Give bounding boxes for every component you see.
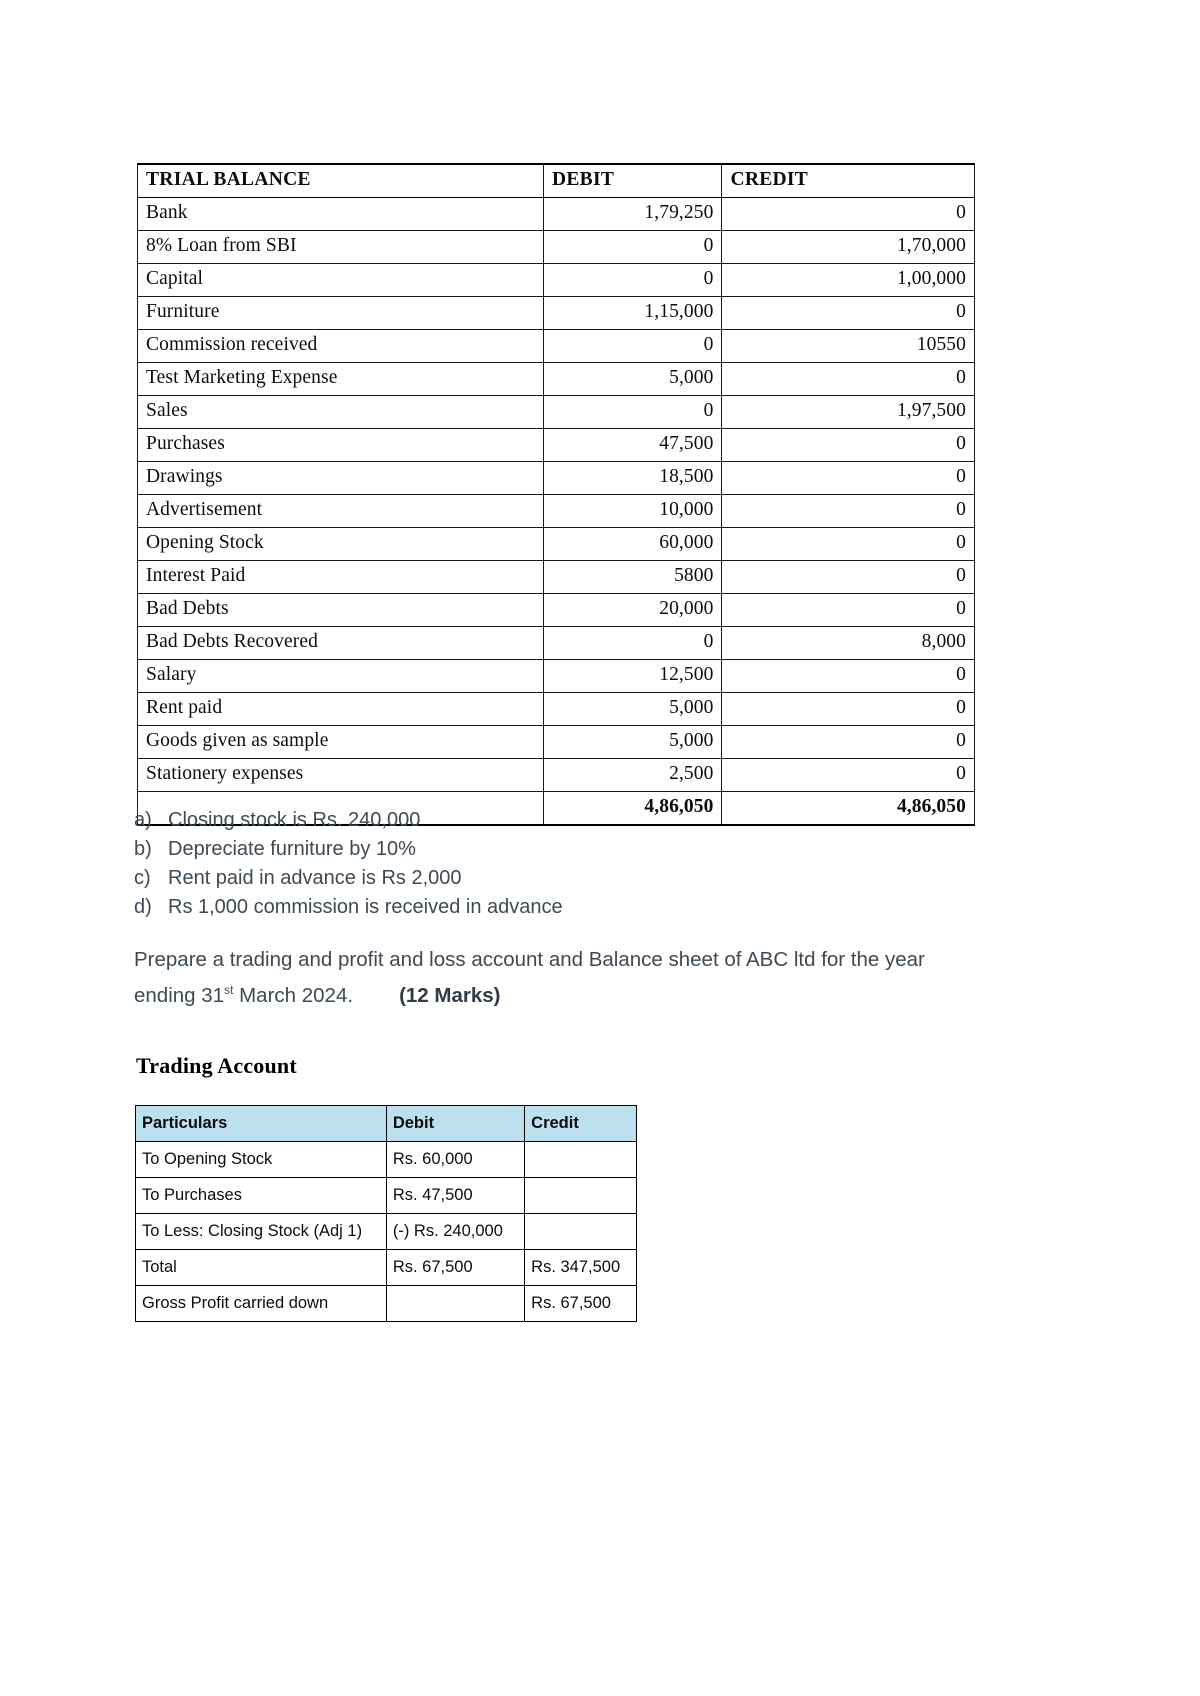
cell-debit: 5800 — [543, 561, 722, 594]
cell-particulars: To Less: Closing Stock (Adj 1) — [136, 1214, 387, 1250]
cell-particulars: Test Marketing Expense — [138, 363, 544, 396]
cell-particulars: Rent paid — [138, 693, 544, 726]
cell-particulars: Salary — [138, 660, 544, 693]
cell-particulars: Advertisement — [138, 495, 544, 528]
cell-debit: Rs. 60,000 — [386, 1142, 524, 1178]
table-row — [138, 594, 975, 627]
table-row — [138, 693, 975, 726]
table-row — [138, 759, 975, 792]
cell-debit: 12,500 — [543, 660, 722, 693]
list-item — [134, 806, 954, 835]
table-row — [138, 363, 975, 396]
cell-credit: 1,00,000 — [722, 264, 975, 297]
cell-credit: 0 — [722, 594, 975, 627]
cell-debit: Rs. 47,500 — [386, 1178, 524, 1214]
cell-particulars: Commission received — [138, 330, 544, 363]
question-line-2-suffix: March 2024. — [233, 983, 354, 1007]
cell-particulars: Bad Debts Recovered — [138, 627, 544, 660]
cell-debit — [386, 1286, 524, 1322]
list-item-marker: b) — [134, 838, 152, 860]
cell-credit: 0 — [722, 528, 975, 561]
cell-particulars: Capital — [138, 264, 544, 297]
cell-credit: 10550 — [722, 330, 975, 363]
cell-particulars: Stationery expenses — [138, 759, 544, 792]
cell-particulars: Bank — [138, 198, 544, 231]
cell-credit: 0 — [722, 561, 975, 594]
cell-debit: 5,000 — [543, 363, 722, 396]
cell-credit: 0 — [722, 693, 975, 726]
table-row — [138, 660, 975, 693]
cell-credit: 0 — [722, 198, 975, 231]
adjustments-list — [134, 806, 954, 922]
table-row — [138, 726, 975, 759]
table-row — [138, 396, 975, 429]
trading-account-header — [136, 1106, 637, 1142]
trading-account-table — [135, 1105, 637, 1322]
cell-debit: 18,500 — [543, 462, 722, 495]
cell-credit: 0 — [722, 759, 975, 792]
table-row — [136, 1250, 637, 1286]
cell-particulars: Opening Stock — [138, 528, 544, 561]
cell-credit: 0 — [722, 462, 975, 495]
list-item-marker: d) — [134, 896, 152, 918]
table-row — [136, 1286, 637, 1322]
cell-debit: (-) Rs. 240,000 — [386, 1214, 524, 1250]
table-row — [138, 264, 975, 297]
list-item-label: Depreciate furniture by 10% — [168, 838, 416, 860]
cell-debit: 0 — [543, 330, 722, 363]
ordinal-suffix: st — [224, 983, 234, 997]
table-row — [138, 198, 975, 231]
header-particulars: Particulars — [136, 1106, 387, 1142]
cell-particulars: Interest Paid — [138, 561, 544, 594]
table-row — [138, 330, 975, 363]
cell-credit: 0 — [722, 660, 975, 693]
cell-credit: 0 — [722, 363, 975, 396]
cell-credit — [525, 1214, 637, 1250]
header-debit: Debit — [386, 1106, 524, 1142]
cell-particulars: Goods given as sample — [138, 726, 544, 759]
table-row — [138, 231, 975, 264]
table-header-row — [136, 1106, 637, 1142]
cell-total-credit: 4,86,050 — [722, 792, 975, 826]
table-row — [138, 429, 975, 462]
trial-balance-header — [138, 164, 975, 198]
cell-debit: 0 — [543, 396, 722, 429]
table-row — [136, 1142, 637, 1178]
cell-credit — [525, 1178, 637, 1214]
cell-debit: 0 — [543, 627, 722, 660]
list-item-marker: a) — [134, 809, 152, 831]
table-header-row — [138, 164, 975, 198]
cell-total-debit: 4,86,050 — [543, 792, 722, 826]
cell-particulars: Furniture — [138, 297, 544, 330]
cell-particulars: To Opening Stock — [136, 1142, 387, 1178]
table-row — [138, 528, 975, 561]
question-paragraph — [134, 944, 984, 1011]
list-item — [134, 864, 954, 893]
header-credit: Credit — [525, 1106, 637, 1142]
cell-particulars: Bad Debts — [138, 594, 544, 627]
question-line-2-prefix: ending 31 — [134, 983, 225, 1007]
list-item — [134, 835, 954, 864]
question-line-1: Prepare a trading and profit and loss account and Balance sheet of ABC ltd for the year — [134, 948, 925, 971]
cell-debit: 10,000 — [543, 495, 722, 528]
cell-debit: 1,79,250 — [543, 198, 722, 231]
cell-particulars: Sales — [138, 396, 544, 429]
table-row — [136, 1214, 637, 1250]
list-item-label: Closing stock is Rs. 240,000 — [168, 809, 421, 831]
cell-credit: 0 — [722, 495, 975, 528]
cell-credit — [525, 1142, 637, 1178]
trial-balance-body — [138, 198, 975, 826]
cell-particulars: 8% Loan from SBI — [138, 231, 544, 264]
table-row — [138, 462, 975, 495]
cell-credit: Rs. 67,500 — [525, 1286, 637, 1322]
cell-credit: 0 — [722, 726, 975, 759]
cell-credit: 8,000 — [722, 627, 975, 660]
table-row — [138, 297, 975, 330]
header-credit: CREDIT — [722, 164, 975, 198]
list-item-label: Rent paid in advance is Rs 2,000 — [168, 867, 462, 889]
cell-debit: 2,500 — [543, 759, 722, 792]
list-item — [134, 893, 954, 922]
marks-label: (12 Marks) — [399, 983, 501, 1007]
table-row — [138, 495, 975, 528]
cell-debit: 5,000 — [543, 693, 722, 726]
trading-account-body — [136, 1142, 637, 1322]
trading-account-heading: Trading Account — [136, 1053, 297, 1078]
cell-particulars: Total — [136, 1250, 387, 1286]
cell-particulars: To Purchases — [136, 1178, 387, 1214]
cell-debit: Rs. 67,500 — [386, 1250, 524, 1286]
list-item-marker: c) — [134, 867, 151, 889]
cell-particulars: Drawings — [138, 462, 544, 495]
cell-debit: 47,500 — [543, 429, 722, 462]
cell-credit: 1,97,500 — [722, 396, 975, 429]
header-trial-balance: TRIAL BALANCE — [138, 164, 544, 198]
cell-particulars: Gross Profit carried down — [136, 1286, 387, 1322]
cell-debit: 0 — [543, 231, 722, 264]
header-debit: DEBIT — [543, 164, 722, 198]
cell-debit: 1,15,000 — [543, 297, 722, 330]
cell-debit: 60,000 — [543, 528, 722, 561]
cell-credit: 0 — [722, 429, 975, 462]
list-item-label: Rs 1,000 commission is received in advance — [168, 896, 563, 918]
cell-debit: 20,000 — [543, 594, 722, 627]
table-row — [138, 627, 975, 660]
cell-debit: 5,000 — [543, 726, 722, 759]
cell-debit: 0 — [543, 264, 722, 297]
table-row — [138, 561, 975, 594]
cell-credit: 0 — [722, 297, 975, 330]
cell-particulars: Purchases — [138, 429, 544, 462]
table-row — [136, 1178, 637, 1214]
trial-balance-table — [137, 163, 975, 826]
cell-credit: Rs. 347,500 — [525, 1250, 637, 1286]
cell-credit: 1,70,000 — [722, 231, 975, 264]
